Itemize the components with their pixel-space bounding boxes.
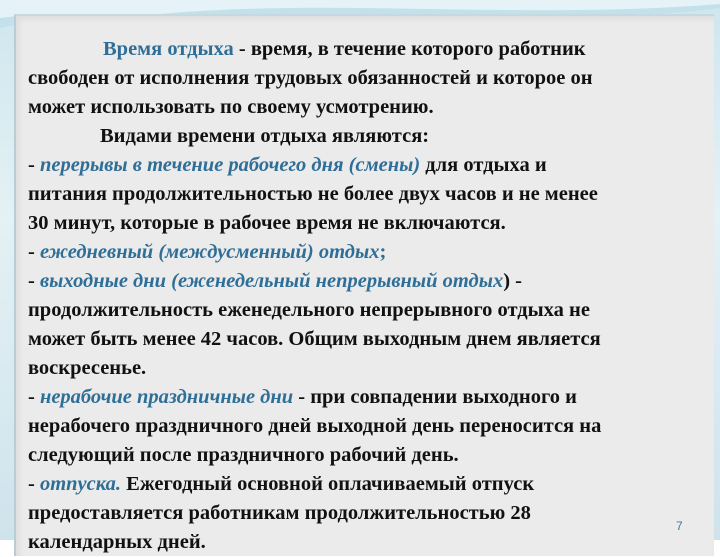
list-item-3-line-2: продолжительность еженедельного непрерывного отдыха не [28, 299, 590, 321]
intro-line-1: Время отдыха - время, в течение которого работник [103, 38, 586, 60]
list-item-3-line-3: может быть менее 42 часов. Общим выходным днем является [28, 328, 601, 350]
slide-body [28, 35, 708, 557]
list-item-5-line-3: календарных дней. [28, 531, 206, 553]
item5-term: отпуска. [39, 473, 122, 495]
item1-term: перерывы в течение рабочего дня (смены) [39, 154, 421, 176]
list-item-1: - перерывы в течение рабочего дня (смены) для отдыха и [28, 154, 547, 176]
list-item-3-line-4: воскресенье. [28, 357, 147, 379]
intro-term: Время отдыха [103, 38, 234, 60]
list-item-2: - ежедневный (междусменный) отдых; [28, 241, 387, 263]
list-item-4-line-3: следующий после праздничного рабочий день. [28, 444, 459, 466]
item3-term: выходные дни (еженедельный непрерывный отдых [39, 270, 504, 292]
list-item-5-line-2: предоставляется работникам продолжительностью 28 [28, 502, 531, 524]
item4-term: нерабочие праздничные дни [39, 386, 294, 408]
list-item-5: - отпуска. Ежегодный основной оплачиваемый отпуск [28, 473, 535, 495]
list-item-1-line-2: питания продолжительностью не более двух часов и не менее [28, 183, 598, 205]
page-number: 7 [676, 519, 683, 533]
item2-term: ежедневный (междусменный) отдых [39, 241, 380, 263]
list-item-4-line-2: нерабочего праздничного дней выходной день переносится на [28, 415, 602, 437]
intro-line-2: свободен от исполнения трудовых обязанностей и которое он [28, 67, 593, 89]
list-item-1-line-3: 30 минут, которые в рабочее время не включаются. [28, 212, 506, 234]
list-item-4: - нерабочие праздничные дни - при совпадении выходного и [28, 386, 577, 408]
list-item-3: - выходные дни (еженедельный непрерывный отдых) - [28, 270, 522, 292]
intro-line-3: может использовать по своему усмотрению. [28, 96, 434, 118]
types-heading: Видами времени отдыха являются: [100, 125, 430, 147]
